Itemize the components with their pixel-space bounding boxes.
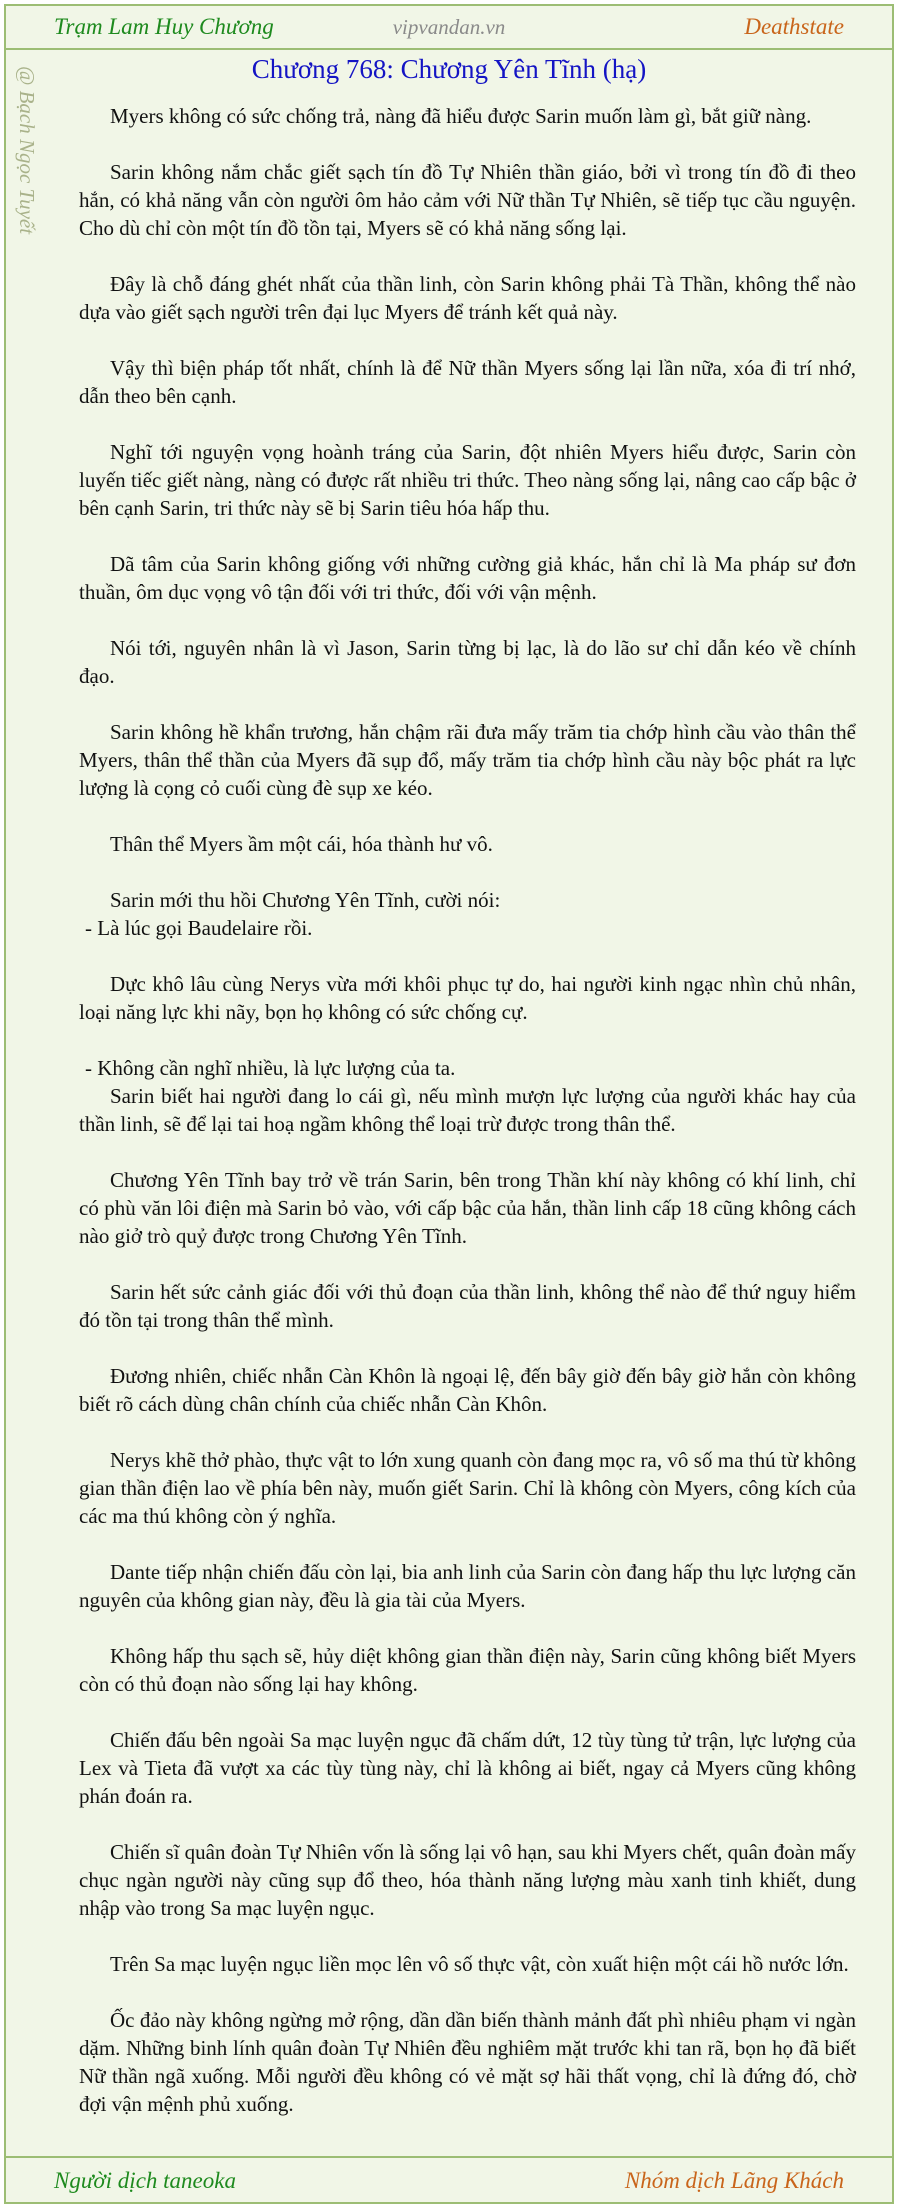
paragraph: Sarin mới thu hồi Chương Yên Tĩnh, cười nói: xyxy=(110,888,501,912)
header-book-title: Trạm Lam Huy Chương xyxy=(54,14,274,39)
chapter-content xyxy=(79,102,856,2146)
paragraph: Sarin không hề khẩn trương, hắn chậm rãi đưa mấy trăm tia chớp hình cầu vào thân thể Myers, thân thể thần của Myers đã sụp đổ, mấy trăm tia chớp hình cầu này bộc phát ra lực lượng là cọng cỏ cuối cùng đè sụp xe kéo. xyxy=(79,720,856,800)
header-site: vipvandan.vn xyxy=(392,15,506,39)
paragraph: Nói tới, nguyên nhân là vì Jason, Sarin từng bị lạc, là do lão sư chỉ dẫn kéo về chính đạo. xyxy=(79,636,856,688)
dialogue-text: - Là lúc gọi Baudelaire rồi. xyxy=(85,916,313,940)
watermark: @ Bạch Ngọc Tuyết xyxy=(15,66,39,235)
paragraph: Chiến đấu bên ngoài Sa mạc luyện ngục đã chấm dứt, 12 tùy tùng tử trận, lực lượng của Lex và Tieta đã vượt xa các tùy tùng này, chỉ là không ai biết, ngay cả Myers cũng không phán đoán ra. xyxy=(79,1728,856,1808)
paragraph: Dực khô lâu cùng Nerys vừa mới khôi phục tự do, hai người kinh ngạc nhìn chủ nhân, loại năng lực khi nãy, bọn họ không có sức chống cự. xyxy=(79,972,856,1024)
page-footer xyxy=(6,2156,892,2202)
paragraph: Dante tiếp nhận chiến đấu còn lại, bia anh linh của Sarin còn đang hấp thu lực lượng căn nguyên của không gian này, đều là gia tài của Myers. xyxy=(79,1560,856,1612)
paragraph: Nghĩ tới nguyện vọng hoành tráng của Sarin, đột nhiên Myers hiểu được, Sarin còn luyến tiếc giết nàng, nàng có được rất nhiều tri thức. Theo nàng sống lại, nâng cao cấp bậc ở bên cạnh Sarin, tri thức này sẽ bị Sarin tiêu hóa hấp thu. xyxy=(79,440,856,520)
dialogue-block xyxy=(79,1054,856,1138)
dialogue-text: - Không cần nghĩ nhiều, là lực lượng của ta. xyxy=(85,1056,456,1080)
paragraph: Đây là chỗ đáng ghét nhất của thần linh, còn Sarin không phải Tà Thần, không thể nào dựa vào giết sạch người trên đại lục Myers để tránh kết quả này. xyxy=(79,272,856,324)
paragraph: Sarin không nắm chắc giết sạch tín đồ Tự Nhiên thần giáo, bởi vì trong tín đồ đi theo hắn, có khả năng vẫn còn người ôm hảo cảm với Nữ thần Tự Nhiên, sẽ tiếp tục cầu nguyện. Cho dù chỉ còn một tín đồ tồn tại, Myers sẽ có khả năng sống lại. xyxy=(79,160,856,240)
paragraph: Thân thể Myers ầm một cái, hóa thành hư vô. xyxy=(110,832,493,856)
paragraph: Trên Sa mạc luyện ngục liền mọc lên vô số thực vật, còn xuất hiện một cái hồ nước lớn. xyxy=(110,1952,849,1976)
page-frame xyxy=(4,4,894,2204)
paragraph: Chương Yên Tĩnh bay trở về trán Sarin, bên trong Thần khí này không có khí linh, chỉ có phù văn lôi điện mà Sarin bỏ vào, với cấp bậc của hắn, thần linh cấp 18 cũng không cách nào giở trò quỷ được trong Chương Yên Tĩnh. xyxy=(79,1168,856,1248)
paragraph: Myers không có sức chống trả, nàng đã hiểu được Sarin muốn làm gì, bắt giữ nàng. xyxy=(110,104,812,128)
paragraph: Nerys khẽ thở phào, thực vật to lớn xung quanh còn đang mọc ra, vô số ma thú từ không gian thần điện lao về phía bên này, muốn giết Sarin. Chỉ là không còn Myers, công kích của các ma thú không còn ý nghĩa. xyxy=(79,1448,856,1528)
paragraph: Ốc đảo này không ngừng mở rộng, dần dần biến thành mảnh đất phì nhiêu phạm vi ngàn dặm. Những binh lính quân đoàn Tự Nhiên đều nghiêm mặt trước khi tan rã, bọn họ đã biết Nữ thần ngã xuống. Mỗi người đều không có vẻ mặt sợ hãi thất vọng, chỉ là đứng đó, chờ đợi vận mệnh phủ xuống. xyxy=(79,2008,856,2116)
paragraph-text: Sarin biết hai người đang lo cái gì, nếu mình mượn lực lượng của người khác hay của thần linh, sẽ để lại tai hoạ ngầm không thể loại trừ được trong thân thể. xyxy=(79,1084,856,1136)
paragraph: Chiến sĩ quân đoàn Tự Nhiên vốn là sống lại vô hạn, sau khi Myers chết, quân đoàn mấy chục ngàn người này cũng sụp đổ theo, hóa thành năng lượng màu xanh tinh khiết, dung nhập vào trong Sa mạc luyện ngục. xyxy=(79,1840,856,1920)
paragraph: Không hấp thu sạch sẽ, hủy diệt không gian thần điện này, Sarin cũng không biết Myers còn có thủ đoạn nào sống lại hay không. xyxy=(79,1644,856,1696)
footer-group: Nhóm dịch Lãng Khách xyxy=(624,2168,844,2193)
chapter-title: Chương 768: Chương Yên Tĩnh (hạ) xyxy=(251,54,647,84)
footer-translator: Người dịch taneoka xyxy=(54,2168,236,2193)
paragraph: Dã tâm của Sarin không giống với những cường giả khác, hắn chỉ là Ma pháp sư đơn thuần, ôm dục vọng vô tận đối với tri thức, đối với vận mệnh. xyxy=(79,552,856,604)
page-header xyxy=(6,6,892,50)
paragraph: Đương nhiên, chiếc nhẫn Càn Khôn là ngoại lệ, đến bây giờ đến bây giờ hắn còn không biết rõ cách dùng chân chính của chiếc nhẫn Càn Khôn. xyxy=(79,1364,856,1416)
paragraph: Vậy thì biện pháp tốt nhất, chính là để Nữ thần Myers sống lại lần nữa, xóa đi trí nhớ, dẫn theo bên cạnh. xyxy=(79,356,856,408)
paragraph: Sarin hết sức cảnh giác đối với thủ đoạn của thần linh, không thể nào để thứ nguy hiểm đó tồn tại trong thân thể mình. xyxy=(79,1280,856,1332)
dialogue-line xyxy=(79,914,856,942)
header-source: Deathstate xyxy=(744,14,844,39)
